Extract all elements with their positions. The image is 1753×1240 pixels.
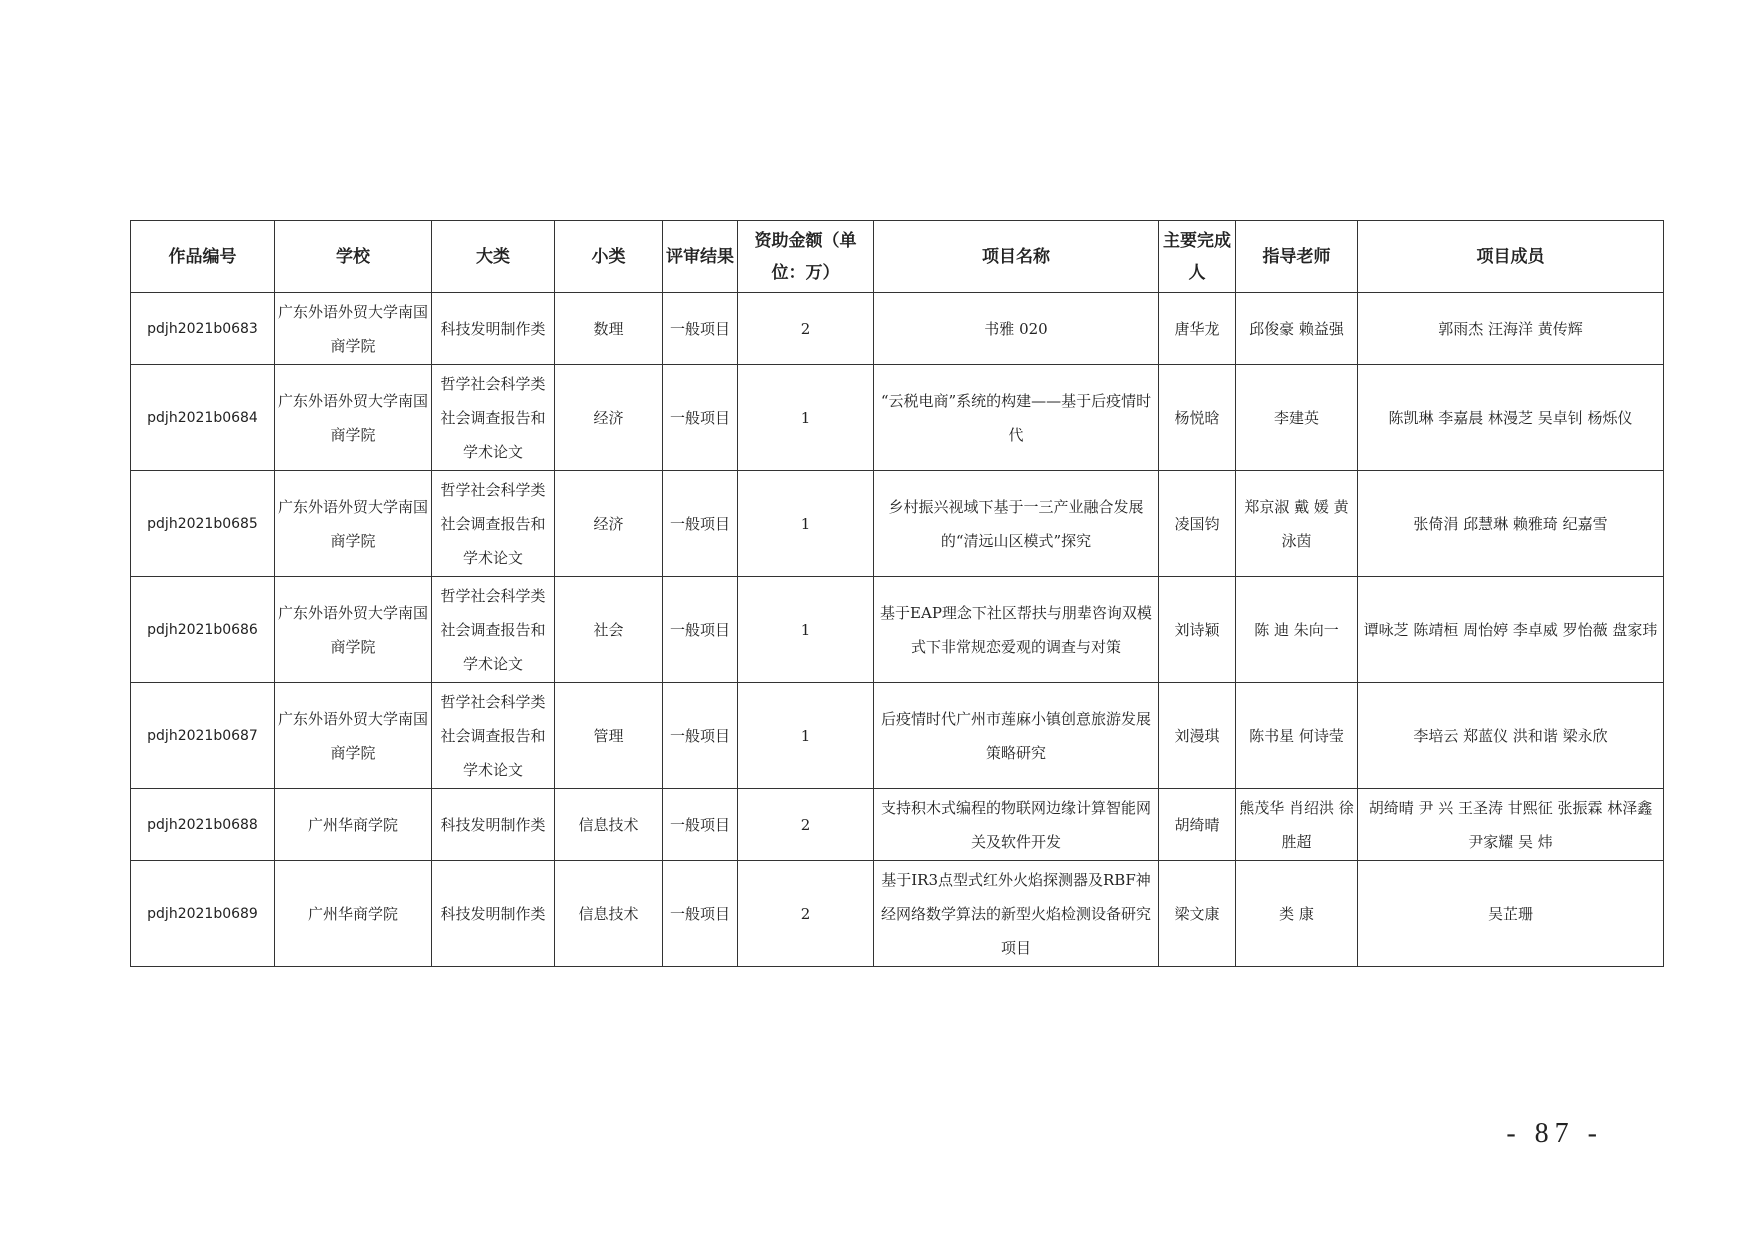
cell-category: 科技发明制作类 xyxy=(432,861,555,967)
header-id: 作品编号 xyxy=(131,221,275,293)
table-row xyxy=(131,861,1664,967)
cell-leader: 梁文康 xyxy=(1159,861,1236,967)
cell-school: 广东外语外贸大学南国商学院 xyxy=(275,577,432,683)
header-subcategory: 小类 xyxy=(555,221,663,293)
header-school: 学校 xyxy=(275,221,432,293)
cell-school: 广州华商学院 xyxy=(275,861,432,967)
cell-subcategory: 管理 xyxy=(555,683,663,789)
table-row xyxy=(131,789,1664,861)
cell-members: 郭雨杰 汪海洋 黄传辉 xyxy=(1358,293,1664,365)
header-amount: 资助金额（单位：万） xyxy=(738,221,874,293)
cell-members: 谭咏芝 陈靖桓 周怡婷 李卓威 罗怡薇 盘家玮 xyxy=(1358,577,1664,683)
cell-result: 一般项目 xyxy=(663,577,738,683)
cell-id: pdjh2021b0689 xyxy=(131,861,275,967)
cell-category: 哲学社会科学类社会调查报告和学术论文 xyxy=(432,471,555,577)
cell-subcategory: 社会 xyxy=(555,577,663,683)
cell-leader: 杨悦晗 xyxy=(1159,365,1236,471)
cell-project: 支持积木式编程的物联网边缘计算智能网关及软件开发 xyxy=(874,789,1159,861)
cell-advisor: 陈书星 何诗莹 xyxy=(1236,683,1358,789)
cell-leader: 唐华龙 xyxy=(1159,293,1236,365)
cell-id: pdjh2021b0685 xyxy=(131,471,275,577)
table-row xyxy=(131,683,1664,789)
cell-school: 广州华商学院 xyxy=(275,789,432,861)
cell-amount: 2 xyxy=(738,293,874,365)
cell-project: 乡村振兴视域下基于一三产业融合发展的“清远山区模式”探究 xyxy=(874,471,1159,577)
header-members: 项目成员 xyxy=(1358,221,1664,293)
cell-members: 吴芷珊 xyxy=(1358,861,1664,967)
cell-result: 一般项目 xyxy=(663,789,738,861)
cell-id: pdjh2021b0688 xyxy=(131,789,275,861)
cell-category: 哲学社会科学类社会调查报告和学术论文 xyxy=(432,577,555,683)
table-row xyxy=(131,577,1664,683)
cell-id: pdjh2021b0686 xyxy=(131,577,275,683)
cell-school: 广东外语外贸大学南国商学院 xyxy=(275,293,432,365)
cell-subcategory: 信息技术 xyxy=(555,861,663,967)
page-number: - 87 - xyxy=(1506,1118,1603,1149)
cell-result: 一般项目 xyxy=(663,683,738,789)
cell-result: 一般项目 xyxy=(663,861,738,967)
cell-project: 基于EAP理念下社区帮扶与朋辈咨询双模式下非常规恋爱观的调查与对策 xyxy=(874,577,1159,683)
cell-leader: 凌国钧 xyxy=(1159,471,1236,577)
cell-id: pdjh2021b0683 xyxy=(131,293,275,365)
cell-members: 张倚涓 邱慧琳 赖雅琦 纪嘉雪 xyxy=(1358,471,1664,577)
cell-leader: 刘诗颖 xyxy=(1159,577,1236,683)
cell-result: 一般项目 xyxy=(663,365,738,471)
cell-category: 哲学社会科学类社会调查报告和学术论文 xyxy=(432,365,555,471)
cell-subcategory: 经济 xyxy=(555,471,663,577)
cell-leader: 胡绮晴 xyxy=(1159,789,1236,861)
cell-amount: 1 xyxy=(738,365,874,471)
cell-subcategory: 数理 xyxy=(555,293,663,365)
cell-advisor: 李建英 xyxy=(1236,365,1358,471)
header-advisor: 指导老师 xyxy=(1236,221,1358,293)
header-leader: 主要完成人 xyxy=(1159,221,1236,293)
cell-result: 一般项目 xyxy=(663,471,738,577)
cell-advisor: 类 康 xyxy=(1236,861,1358,967)
table-row xyxy=(131,293,1664,365)
cell-id: pdjh2021b0687 xyxy=(131,683,275,789)
cell-project: 后疫情时代广州市莲麻小镇创意旅游发展策略研究 xyxy=(874,683,1159,789)
cell-amount: 1 xyxy=(738,577,874,683)
cell-school: 广东外语外贸大学南国商学院 xyxy=(275,471,432,577)
cell-project: 书雅 020 xyxy=(874,293,1159,365)
table-row xyxy=(131,471,1664,577)
table-row xyxy=(131,365,1664,471)
cell-leader: 刘漫琪 xyxy=(1159,683,1236,789)
header-result: 评审结果 xyxy=(663,221,738,293)
header-project: 项目名称 xyxy=(874,221,1159,293)
cell-project: “云税电商”系统的构建——基于后疫情时代 xyxy=(874,365,1159,471)
cell-category: 哲学社会科学类社会调查报告和学术论文 xyxy=(432,683,555,789)
cell-advisor: 陈 迪 朱向一 xyxy=(1236,577,1358,683)
cell-members: 胡绮晴 尹 兴 王圣涛 甘熙征 张振霖 林泽鑫 尹家耀 吴 炜 xyxy=(1358,789,1664,861)
cell-amount: 1 xyxy=(738,471,874,577)
table-header-row xyxy=(131,221,1664,293)
cell-category: 科技发明制作类 xyxy=(432,789,555,861)
cell-category: 科技发明制作类 xyxy=(432,293,555,365)
cell-advisor: 郑京淑 戴 媛 黄泳茵 xyxy=(1236,471,1358,577)
cell-amount: 2 xyxy=(738,861,874,967)
cell-school: 广东外语外贸大学南国商学院 xyxy=(275,365,432,471)
cell-members: 李培云 郑蓝仪 洪和谐 梁永欣 xyxy=(1358,683,1664,789)
project-table xyxy=(130,220,1664,967)
cell-amount: 2 xyxy=(738,789,874,861)
cell-advisor: 熊茂华 肖绍洪 徐胜超 xyxy=(1236,789,1358,861)
cell-members: 陈凯琳 李嘉晨 林漫芝 吴卓钊 杨烁仪 xyxy=(1358,365,1664,471)
cell-advisor: 邱俊豪 赖益强 xyxy=(1236,293,1358,365)
cell-project: 基于IR3点型式红外火焰探测器及RBF神经网络数学算法的新型火焰检测设备研究项目 xyxy=(874,861,1159,967)
cell-subcategory: 信息技术 xyxy=(555,789,663,861)
cell-result: 一般项目 xyxy=(663,293,738,365)
header-category: 大类 xyxy=(432,221,555,293)
cell-id: pdjh2021b0684 xyxy=(131,365,275,471)
cell-subcategory: 经济 xyxy=(555,365,663,471)
cell-amount: 1 xyxy=(738,683,874,789)
cell-school: 广东外语外贸大学南国商学院 xyxy=(275,683,432,789)
